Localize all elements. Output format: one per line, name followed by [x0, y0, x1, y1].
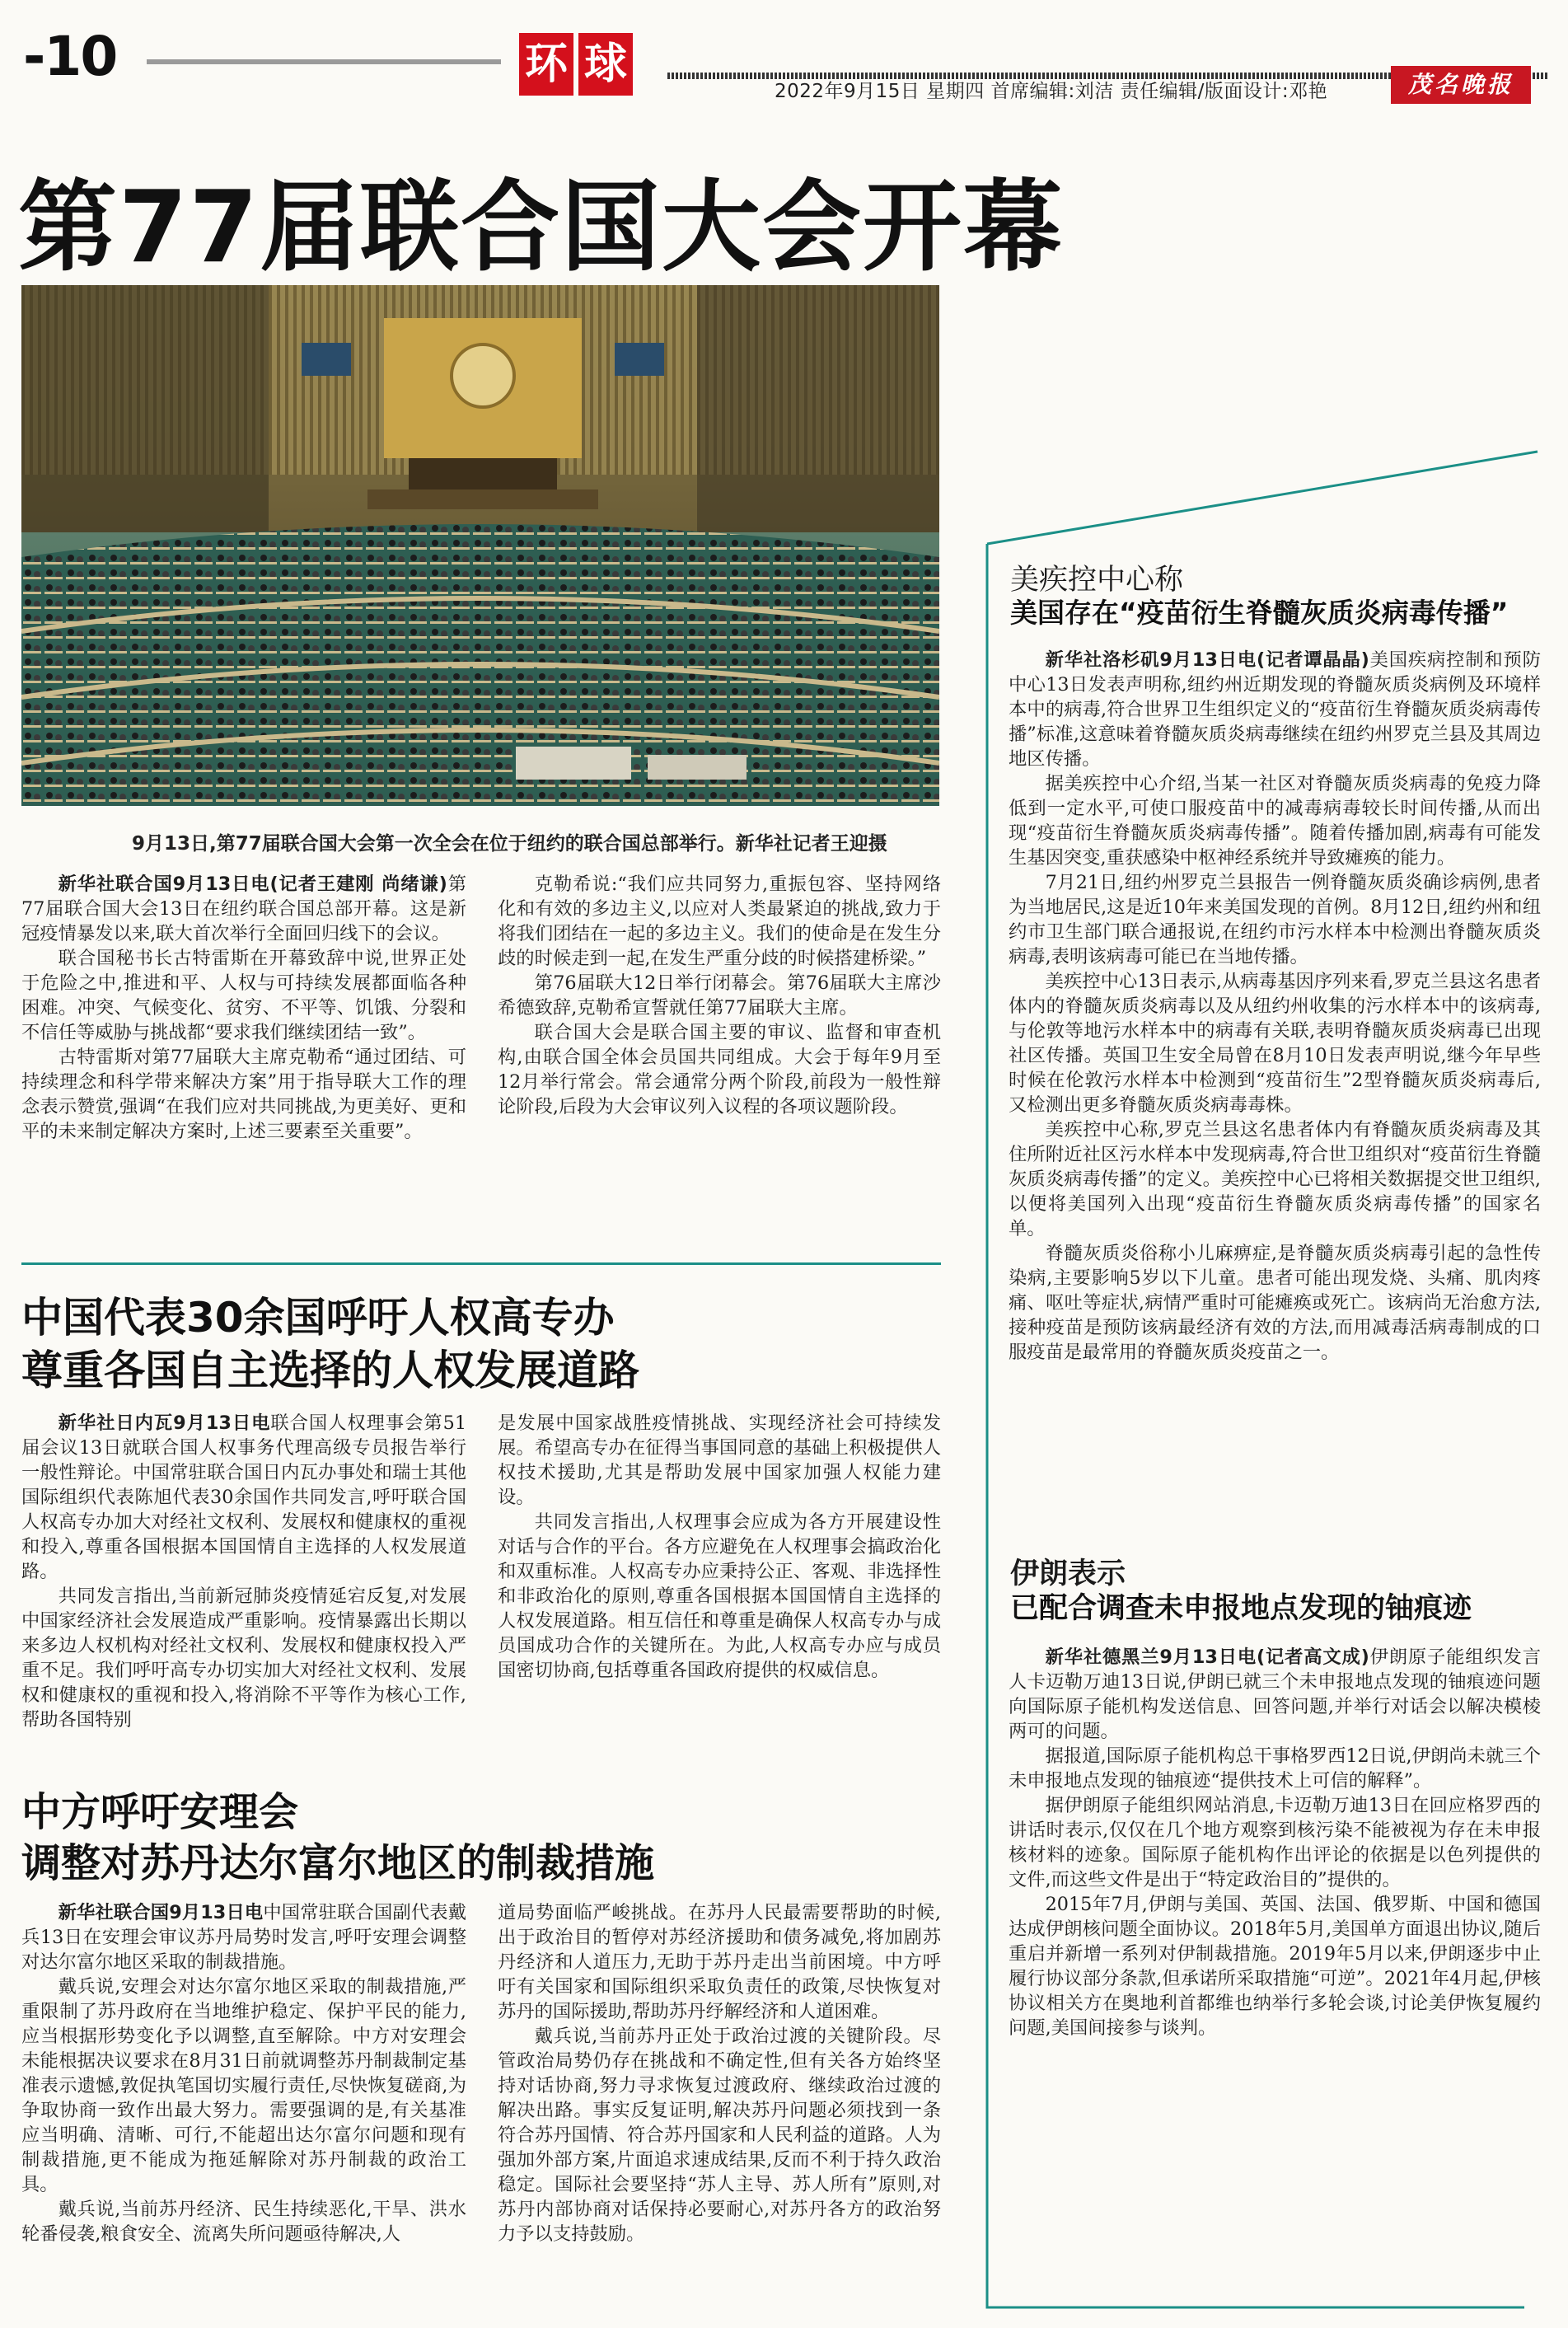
- main-headline: 第77届联合国大会开幕: [18, 171, 1064, 285]
- article3-col-2: [498, 1900, 941, 2246]
- newspaper-logo: 茂名晚报: [1391, 66, 1531, 104]
- side2-headline: 已配合调查未申报地点发现的铀痕迹: [1010, 1592, 1472, 1625]
- main-story-col-1: [21, 872, 466, 1144]
- main-story-col-2: [498, 872, 941, 1119]
- paragraph: 伊朗原子能组织发言人卡迈勒万迪13日说,伊朗已就三个未申报地点发现的铀痕迹问题向国际原子能机构发送信息、回答问题,并举行对话会以解决模棱两可的问题。: [1009, 1646, 1541, 1742]
- article2-col-1: [21, 1411, 466, 1732]
- paragraph: 共同发言指出,当前新冠肺炎疫情延宕反复,对发展中国家经济社会发展造成严重影响。疫情暴露出长期以来多边人权机构对经社文权利、发展权和健康权投入严重不足。我们呼吁高专办切实加大对经社文权利、发展权和健康权的重视和投入,将消除不平等作为核心工作,帮助各国特别: [21, 1586, 466, 1731]
- paragraph: 第76届联大12日举行闭幕会。第76届联大主席沙希德致辞,克勒希宣誓就任第77届联大主席。: [498, 972, 941, 1019]
- side2-body: [1009, 1645, 1541, 2040]
- side1-body: [1009, 648, 1541, 1365]
- article-headline: 调整对苏丹达尔富尔地区的制裁措施: [21, 1840, 655, 1886]
- paragraph: 2015年7月,伊朗与美国、英国、法国、俄罗斯、中国和德国达成伊朗核问题全面协议。2018年5月,美国单方面退出协议,随后重启并新增一系列对伊制裁措施。2019年5月以来,伊朗逐步中止履行协议部分条款,但承诺所采取措施“可逆”。2021年4月起,伊核协议相关方在奥地利首都维也纳举行多轮会谈,讨论美伊恢复履约问题,美国间接参与谈判。: [1009, 1894, 1541, 2039]
- paragraph: 7月21日,纽约州罗克兰县报告一例脊髓灰质炎确诊病例,患者为当地居民,这是近10年来美国发现的首例。8月12日,纽约州和纽约市卫生部门联合通报说,在纽约市污水样本中检测出脊髓灰质炎病毒,表明该病毒可能已在当地传播。: [1009, 872, 1541, 967]
- paragraph: 联合国大会是联合国主要的审议、监督和审查机构,由联合国全体会员国共同组成。大会于每年9月至12月举行常会。常会通常分两个阶段,前段为一般性辩论阶段,后段为大会审议列入议程的各项议题阶段。: [498, 1022, 941, 1117]
- article-headline: 尊重各国自主选择的人权发展道路: [21, 1347, 639, 1394]
- paragraph: 美疾控中心13日表示,从病毒基因序列来看,罗克兰县这名患者体内的脊髓灰质炎病毒以及从纽约州收集的污水样本中的该病毒,与伦敦等地污水样本中的病毒有关联,表明脊髓灰质炎病毒已出现社区传播。英国卫生安全局曾在8月10日发表声明说,继今年早些时候在伦敦污水样本中检测到“疫苗衍生”2型脊髓灰质炎病毒后,又检测出更多脊髓灰质炎病毒毒株。: [1009, 971, 1541, 1116]
- page-number: -10: [23, 25, 117, 88]
- side1-kicker: 美疾控中心称: [1010, 564, 1184, 597]
- section-tag-char-2: 球: [578, 33, 633, 96]
- paragraph: 美疾控中心称,罗克兰县这名患者体内有脊髓灰质炎病毒及其住所附近社区污水样本中发现病毒,符合世卫组织对“疫苗衍生脊髓灰质炎病毒传播”的定义。美疾控中心已将相关数据提交世卫组织,以便将美国列入出现“疫苗衍生脊髓灰质炎病毒传播”的国家名单。: [1009, 1119, 1541, 1239]
- photo-caption: 9月13日,第77届联合国大会第一次全会在位于纽约的联合国总部举行。新华社记者王迎摄: [132, 833, 887, 855]
- paragraph: 据伊朗原子能组织网站消息,卡迈勒万迪13日在回应格罗西的讲话时表示,仅仅在几个地方观察到核污染不能被视为存在未申报核材料的迹象。国际原子能机构作出评论的依据是以色列提供的文件,而这些文件是出于“特定政治目的”提供的。: [1009, 1795, 1541, 1890]
- article2-col-2: [498, 1411, 941, 1683]
- paragraph: 联合国人权理事会第51届会议13日就联合国人权事务代理高级专员报告举行一般性辩论。中国常驻联合国日内瓦办事处和瑞士其他国际组织代表陈旭代表30余国作共同发言,呼吁联合国人权高专办加大对经社文权利、发展权和健康权的重视和投入,尊重各国根据本国国情自主选择的人权发展道路。: [21, 1412, 467, 1582]
- paragraph: 第77届联合国大会13日在纽约联合国总部开幕。这是新冠疫情暴发以来,联大首次举行全面回归线下的会议。: [21, 874, 466, 944]
- paragraph: 是发展中国家战胜疫情挑战、实现经济社会可持续发展。希望高专办在征得当事国同意的基础上积极提供人权技术援助,尤其是帮助发展中国家加强人权能力建设。: [498, 1412, 941, 1508]
- paragraph: 共同发言指出,人权理事会应成为各方开展建设性对话与合作的平台。各方应避免在人权理事会搞政治化和双重标准。人权高专办应秉持公正、客观、非选择性和非政治化的原则,尊重各国根据本国国情自主选择的人权发展道路。相互信任和尊重是确保人权高专办与成员国成功合作的关键所在。为此,人权高专办应与成员国密切协商,包括尊重各国政府提供的权威信息。: [498, 1511, 941, 1681]
- paragraph: 脊髓灰质炎俗称小儿麻痹症,是脊髓灰质炎病毒引起的急性传染病,主要影响5岁以下儿童。患者可能出现发烧、头痛、肌肉疼痛、呕吐等症状,病情严重时可能瘫痪或死亡。该病尚无治愈方法,接种疫苗是预防该病最经济有效的方法,而用减毒活病毒制成的口服疫苗是最常用的脊髓灰质炎疫苗之一。: [1009, 1243, 1541, 1363]
- dateline: 新华社德黑兰9月13日电(记者高文成): [1045, 1646, 1369, 1668]
- paragraph: 道局势面临严峻挑战。在苏丹人民最需要帮助的时候,出于政治目的暂停对苏经济援助和债务减免,将加剧苏丹经济和人道压力,无助于苏丹走出当前困境。中方呼吁有关国家和国际组织采取负责任的政策,尽快恢复对苏丹的国际援助,帮助苏丹纾解经济和人道困难。: [498, 1902, 941, 2022]
- paragraph: 古特雷斯对第77届联大主席克勒希“通过团结、可持续理念和科学带来解决方案”用于指导联大工作的理念表示赞赏,强调“在我们应对共同挑战,为更美好、更和平的未来制定解决方案时,上述三要素至关重要”。: [21, 1047, 466, 1142]
- paragraph: 戴兵说,安理会对达尔富尔地区采取的制裁措施,严重限制了苏丹政府在当地维护稳定、保护平民的能力,应当根据形势变化予以调整,直至解除。中方对安理会未能根据决议要求在8月31日前就调整苏丹制裁制定基准表示遗憾,敦促执笔国切实履行责任,尽快恢复磋商,为争取协商一致作出最大努力。需要强调的是,有关基准应当明确、清晰、可行,不能超出达尔富尔问题和现有制裁措施,更不能成为拖延解除对苏丹制裁的政治工具。: [21, 1976, 466, 2195]
- dateline: 新华社联合国9月13日电(记者王建刚 尚绪谦): [58, 874, 447, 895]
- section-tag: [519, 33, 633, 96]
- article-headline: 中国代表30余国呼吁人权高专办: [21, 1294, 615, 1342]
- publication-info: 2022年9月15日 星期四 首席编辑:刘洁 责任编辑/版面设计:邓艳: [775, 81, 1328, 102]
- dateline: 新华社日内瓦9月13日电: [58, 1412, 271, 1434]
- paragraph: 戴兵说,当前苏丹经济、民生持续恶化,干旱、洪水轮番侵袭,粮食安全、流离失所问题亟待解决,人: [21, 2199, 466, 2245]
- paragraph: 克勒希说:“我们应共同努力,重振包容、坚持网络化和有效的多边主义,以应对人类最紧迫的挑战,致力于将我们团结在一起的多边主义。我们的使命是在发生分歧的时候走到一起,在发生严重分歧的时候搭建桥梁。”: [498, 874, 941, 969]
- paragraph: 中国常驻联合国副代表戴兵13日在安理会审议苏丹局势时发言,呼吁安理会调整对达尔富尔地区采取的制裁措施。: [21, 1902, 466, 1973]
- side2-kicker: 伊朗表示: [1010, 1557, 1126, 1590]
- header-rule-left: [147, 59, 501, 64]
- paragraph: 据报道,国际原子能机构总干事格罗西12日说,伊朗尚未就三个未申报地点发现的铀痕迹“提供技术上可信的解释”。: [1009, 1745, 1541, 1792]
- article-headline: 中方呼吁安理会: [21, 1789, 299, 1835]
- section-tag-char-1: 环: [519, 33, 573, 96]
- dateline: 新华社洛杉矶9月13日电(记者谭晶晶): [1045, 649, 1369, 671]
- dateline: 新华社联合国9月13日电: [58, 1902, 264, 1923]
- paragraph: 联合国秘书长古特雷斯在开幕致辞中说,世界正处于危险之中,推进和平、人权与可持续发展都面临各种困难。冲突、气候变化、贫穷、不平等、饥饿、分裂和不信任等威胁与挑战都“要求我们继续团结一致”。: [21, 948, 466, 1043]
- paragraph: 美国疾病控制和预防中心13日发表声明称,纽约州近期发现的脊髓灰质炎病例及环境样本中的病毒,符合世界卫生组织定义的“疫苗衍生脊髓灰质炎病毒传播”标准,这意味着脊髓灰质炎病毒继续在纽约州罗克兰县及其周边地区传播。: [1009, 649, 1541, 770]
- side1-headline: 美国存在“疫苗衍生脊髓灰质炎病毒传播”: [1010, 597, 1509, 629]
- paragraph: 戴兵说,当前苏丹正处于政治过渡的关键阶段。尽管政治局势仍存在挑战和不确定性,但有关各方始终坚持对话协商,努力寻求恢复过渡政府、继续政治过渡的解决出路。事实反复证明,解决苏丹问题必须找到一条符合苏丹国情、符合苏丹国家和人民利益的道路。人为强加外部方案,片面追求速成结果,反而不利于持久政治稳定。国际社会要坚持“苏人主导、苏人所有”原则,对苏丹内部协商对话保持必要耐心,对苏丹各方的政治努力予以支持鼓励。: [498, 2026, 941, 2245]
- article3-col-1: [21, 1900, 466, 2246]
- section-divider: [21, 1262, 941, 1265]
- paragraph: 据美疾控中心介绍,当某一社区对脊髓灰质炎病毒的免疫力降低到一定水平,可使口服疫苗中的减毒病毒较长时间传播,从而出现“疫苗衍生脊髓灰质炎病毒传播”。随着传播加剧,病毒有可能发生基因突变,重获感染中枢神经系统并导致瘫痪的能力。: [1009, 773, 1541, 869]
- assembly-hall-photo: [21, 285, 939, 806]
